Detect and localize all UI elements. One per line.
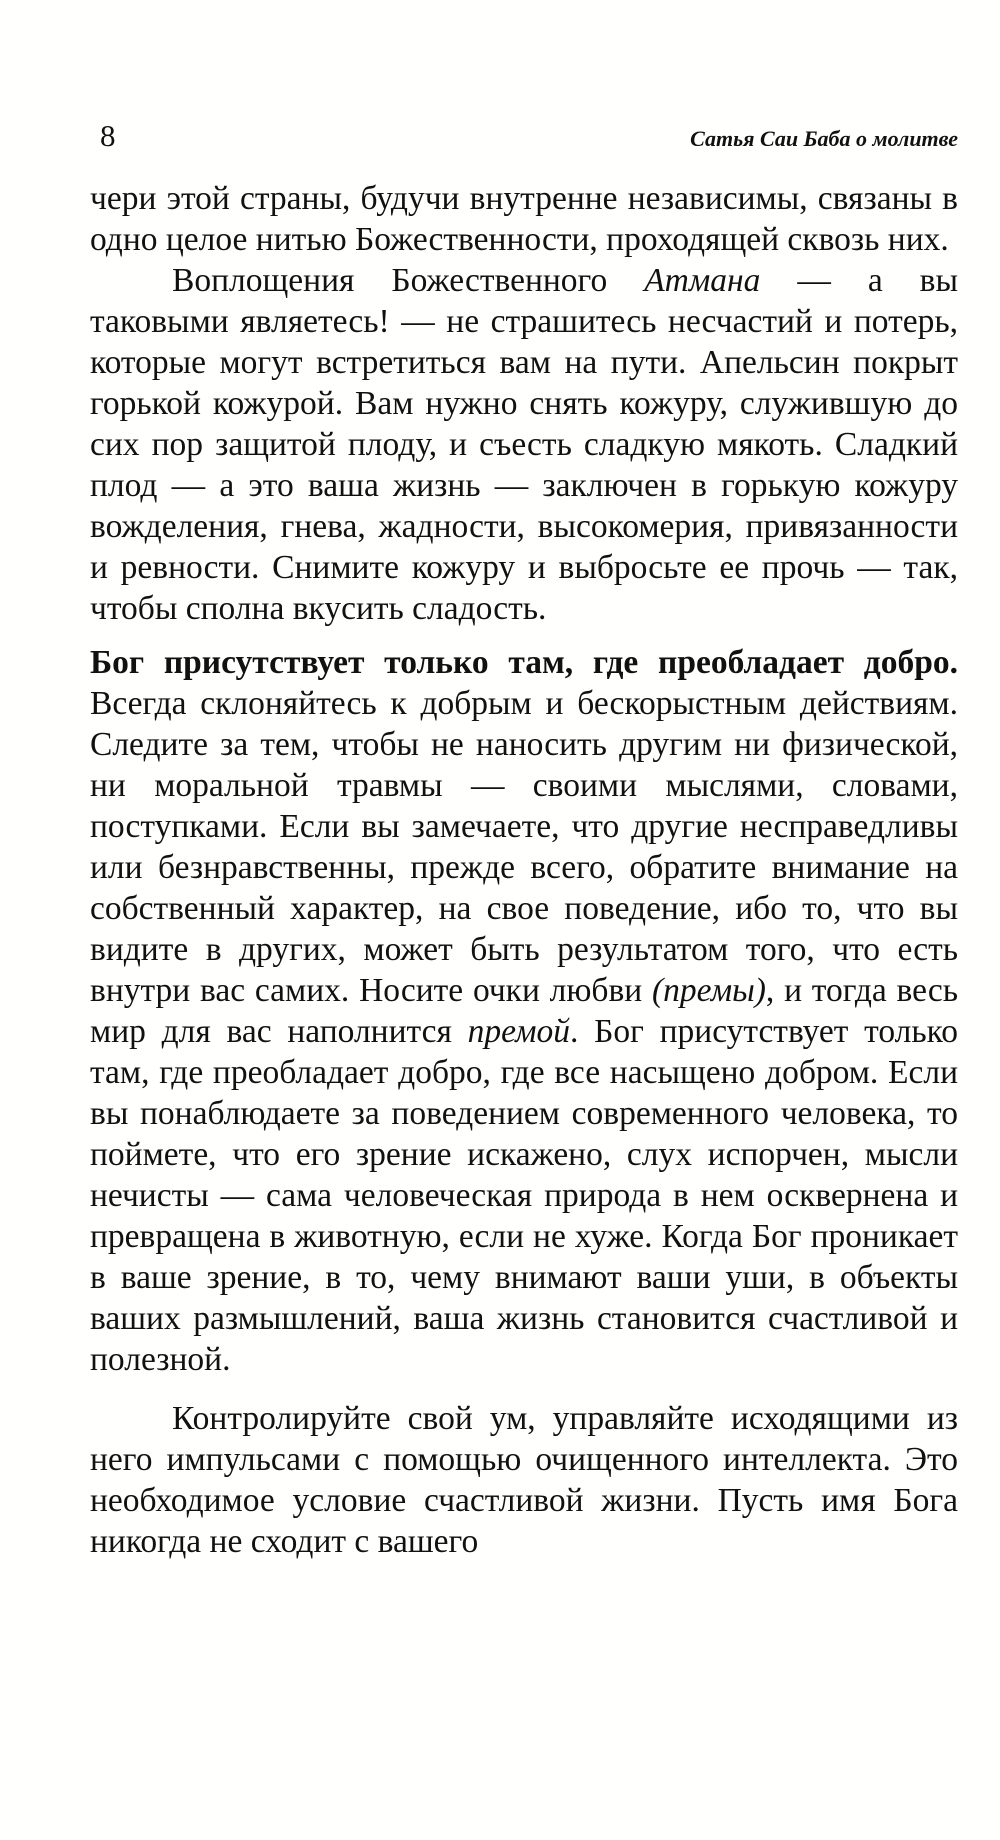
paragraph-3-italic-term-1: (премы) bbox=[652, 972, 766, 1009]
paragraph-3-text-part-1: Всегда склоняйтесь к добрым и бескорыстным действиям. Следите за тем, чтобы не наносить другим ни физической, ни моральной травмы — своими мыслями, словами, поступками. Если вы замечаете, что другие несправедливы или безнравственны, прежде всего, обратите внимание на собственный характер, на свое поведение, ибо то, что вы видите в других, может быть результатом того, что есть внутри вас самих. Носите очки любви bbox=[90, 685, 958, 1009]
paragraph-4-text: Контролируйте свой ум, управляйте исходящими из него импульсами с помощью очищенного интеллекта. Это необходимое условие счастливой жизни. Пусть имя Бога никогда не сходит с вашего bbox=[90, 1400, 958, 1560]
paragraph-3 bbox=[90, 642, 958, 1380]
paragraph-2-text-start: Воплощения Божественного bbox=[172, 262, 645, 299]
paragraph-2-italic-term: Атмана bbox=[644, 262, 761, 299]
running-head bbox=[100, 118, 958, 158]
paragraph-3-bold-lead: Бог присутствует только там, где преобладает добро. bbox=[90, 644, 958, 681]
page-number: 8 bbox=[100, 118, 116, 153]
paragraph-3-text-part-2: , и тогда весь мир для вас наполнится bbox=[90, 972, 958, 1050]
body-text bbox=[90, 178, 958, 1562]
paragraph-4 bbox=[90, 1398, 958, 1562]
paragraph-3-italic-term-2: премой bbox=[467, 1013, 571, 1050]
paragraph-2-text-rest: — а вы таковыми являетесь! — не страшитесь несчастий и потерь, которые могут встретиться вам на пути. Апельсин покрыт горькой кожурой. Вам нужно снять кожуру, служившую до сих пор защитой плоду, и съесть сладкую мякоть. Сладкий плод — а это ваша жизнь — заключен в горькую кожуру вожделения, гнева, жадности, высокомерия, привязанности и ревности. Снимите кожуру и выбросьте ее прочь — так, чтобы сполна вкусить сладость. bbox=[90, 262, 958, 627]
paragraph-1-text: чери этой страны, будучи внутренне независимы, связаны в одно целое нитью Божественности, проходящей сквозь них. bbox=[90, 180, 958, 258]
running-title: Сатья Саи Баба о молитве bbox=[690, 126, 958, 151]
paragraph-2 bbox=[90, 260, 958, 629]
paragraph-3-text-part-3: . Бог присутствует только там, где преобладает добро, где все насыщено добром. Если вы понаблюдаете за поведением современного человека, то поймете, что его зрение искажено, слух испорчен, мысли нечисты — сама человеческая природа в нем осквернена и превращена в животную, если не хуже. Когда Бог проникает в ваше зрение, в то, чему внимают ваши уши, в объекты ваших размышлений, ваша жизнь становится счастливой и полезной. bbox=[90, 1013, 958, 1378]
paragraph-1 bbox=[90, 178, 958, 260]
